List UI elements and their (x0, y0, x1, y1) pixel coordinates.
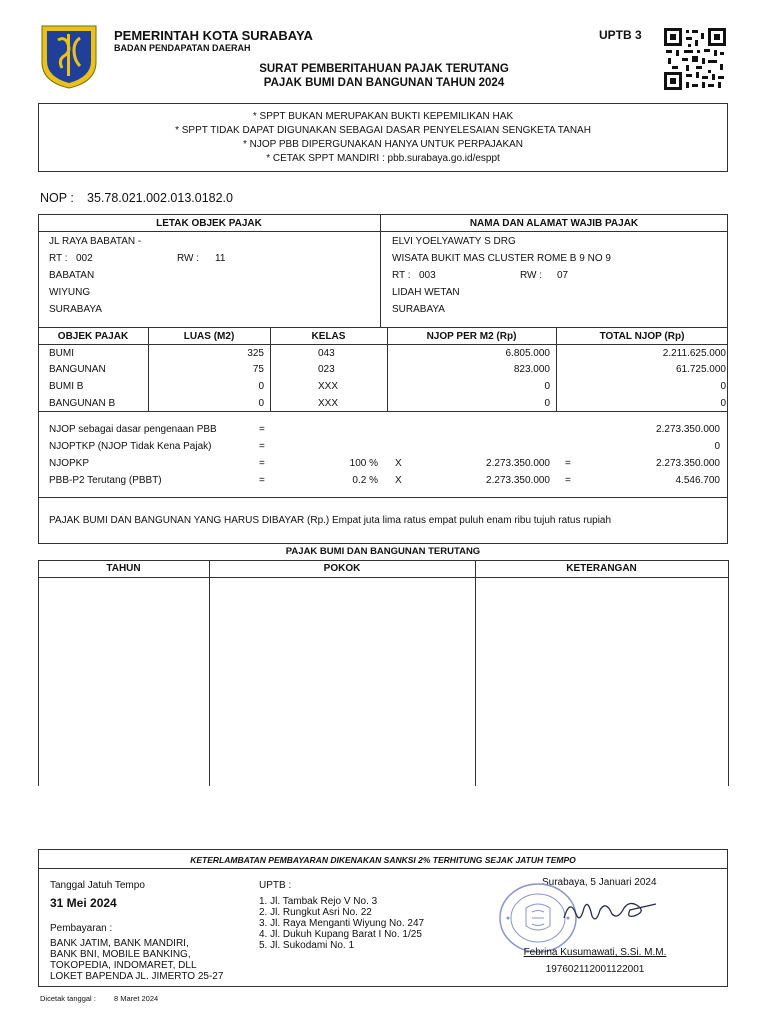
table-cell: 0 (544, 381, 550, 392)
place-date: Surabaya, 5 Januari 2024 (542, 877, 657, 888)
object-street: JL RAYA BABATAN - (49, 236, 142, 247)
uptb-list-label: UPTB : (259, 880, 292, 891)
njopkp-eq: = (259, 458, 265, 469)
njoptkp-label: NJOPTKP (NJOP Tidak Kena Pajak) (49, 441, 212, 452)
table-cell: 0 (258, 381, 264, 392)
table-cell: BUMI B (49, 381, 84, 392)
pay-line: TOKOPEDIA, INDOMARET, DLL (50, 960, 197, 971)
pay-label: Pembayaran : (50, 923, 113, 934)
table-cell: BANGUNAN (49, 364, 106, 375)
taxpayer-district: LIDAH WETAN (392, 287, 460, 298)
taxpayer-city: SURABAYA (392, 304, 445, 315)
table-cell: 0 (720, 398, 726, 409)
signer-nip: 197602112001122001 (545, 964, 645, 975)
uptb-label: UPTB 3 (599, 28, 642, 42)
nop-label: NOP : (40, 191, 74, 205)
table-cell: 6.805.000 (505, 348, 550, 359)
taxpayer-rw-label: RW : (520, 270, 543, 281)
njopkp-pct: 100 % (349, 458, 378, 469)
table-cell: 043 (318, 348, 335, 359)
uptb-line: 1. Jl. Tambak Rejo V No. 3 (259, 896, 378, 907)
njop-label: NJOP sebagai dasar pengenaan PBB (49, 424, 217, 435)
notice-line: * CETAK SPPT MANDIRI : pbb.surabaya.go.id/esppt (266, 153, 500, 164)
table-cell: 2.211.625.000 (662, 348, 726, 359)
col-total-njop: TOTAL NJOP (Rp) (599, 331, 685, 342)
pbb-eq2: = (565, 475, 571, 486)
uptb-line: 4. Jl. Dukuh Kupang Barat I No. 1/25 (259, 929, 422, 940)
njoptkp-eq: = (259, 441, 265, 452)
pbb-label: PBB-P2 Terutang (PBBT) (49, 475, 162, 486)
doc-title-1: SURAT PEMBERITAHUAN PAJAK TERUTANG (259, 63, 509, 75)
due-label: Tanggal Jatuh Tempo (50, 880, 145, 891)
main-box (38, 214, 728, 544)
njopkp-eq2: = (565, 458, 571, 469)
njop-eq: = (259, 424, 265, 435)
taxpayer-rw: 07 (557, 270, 569, 281)
table-cell: BANGUNAN B (49, 398, 116, 409)
njoptkp-value: 0 (714, 441, 720, 452)
taxpayer-rt-label: RT : (392, 270, 411, 281)
object-rt-label: RT : (49, 253, 68, 264)
table-cell: 325 (247, 348, 264, 359)
object-city: SURABAYA (49, 304, 102, 315)
col-kelas: KELAS (311, 331, 346, 342)
col-objek: OBJEK PAJAK (57, 331, 129, 342)
object-village: BABATAN (49, 270, 95, 281)
nop-value: 35.78.021.002.013.0182.0 (87, 191, 233, 205)
notice-line: * SPPT TIDAK DAPAT DIGUNAKAN SEBAGAI DASAR PENYELESAIAN SENGKETA TANAH (175, 125, 591, 136)
object-rw-label: RW : (177, 253, 200, 264)
table-cell: XXX (318, 381, 339, 392)
doc-title-2: PAJAK BUMI DAN BANGUNAN TAHUN 2024 (263, 77, 505, 89)
object-rw: 11 (215, 253, 226, 264)
object-district: WIYUNG (49, 287, 91, 298)
notice-box (38, 103, 728, 172)
taxpayer-header: NAMA DAN ALAMAT WAJIB PAJAK (469, 218, 639, 229)
njop-value: 2.273.350.000 (656, 424, 720, 435)
pbb-value: 4.546.700 (675, 475, 720, 486)
pbb-eq: = (259, 475, 265, 486)
table-cell: BUMI (49, 348, 74, 359)
col-keterangan: KETERANGAN (566, 563, 637, 574)
printed-label: Dicetak tanggal : (40, 994, 96, 1003)
table-cell: 0 (544, 398, 550, 409)
njopkp-base: 2.273.350.000 (486, 458, 550, 469)
pbb-base: 2.273.350.000 (486, 475, 550, 486)
pbb-x: X (395, 475, 402, 486)
njopkp-label: NJOPKP (49, 458, 90, 469)
city-name: PEMERINTAH KOTA SURABAYA (114, 28, 313, 43)
col-pokok: POKOK (323, 563, 361, 574)
taxpayer-address: WISATA BUKIT MAS CLUSTER ROME B 9 NO 9 (392, 253, 611, 264)
table-cell: XXX (318, 398, 339, 409)
table-cell: 0 (258, 398, 264, 409)
sanction-note: KETERLAMBATAN PEMBAYARAN DIKENAKAN SANKSI 2% TERHITUNG SEJAK JATUH TEMPO (190, 855, 576, 865)
uptb-line: 3. Jl. Raya Menganti Wiyung No. 247 (259, 918, 425, 929)
taxpayer-name: ELVI YOELYAWATY S DRG (392, 236, 516, 247)
terutang-title: PAJAK BUMI DAN BANGUNAN TERUTANG (285, 546, 481, 557)
object-header: LETAK OBJEK PAJAK (156, 218, 262, 229)
amount-in-words: PAJAK BUMI DAN BANGUNAN YANG HARUS DIBAYAR (Rp.) Empat juta lima ratus empat puluh enam ribu tujuh ratus rupiah (49, 515, 612, 526)
signer-name: Febrina Kusumawati, S.Si. M.M. (523, 947, 667, 958)
qr-code (664, 28, 726, 90)
col-tahun: TAHUN (106, 563, 141, 574)
col-luas: LUAS (M2) (183, 331, 235, 342)
pay-line: LOKET BAPENDA JL. JIMERTO 25-27 (50, 971, 224, 982)
njopkp-x: X (395, 458, 402, 469)
agency-name: BADAN PENDAPATAN DAERAH (114, 43, 251, 53)
table-cell: 023 (318, 364, 335, 375)
table-cell: 75 (252, 364, 264, 375)
notice-line: * NJOP PBB DIPERGUNAKAN HANYA UNTUK PERPAJAKAN (242, 139, 524, 150)
pbb-pct: 0.2 % (352, 475, 378, 486)
table-cell: 823.000 (513, 364, 550, 375)
printed-date: 8 Maret 2024 (114, 994, 159, 1003)
city-logo (38, 22, 100, 90)
taxpayer-rt: 003 (419, 270, 436, 281)
table-cell: 0 (720, 381, 726, 392)
signature (560, 890, 660, 930)
pay-line: BANK BNI, MOBILE BANKING, (50, 949, 191, 960)
object-rt: 002 (76, 253, 93, 264)
col-njop-m2: NJOP PER M2 (Rp) (426, 331, 517, 342)
pay-line: BANK JATIM, BANK MANDIRI, (50, 938, 189, 949)
table-cell: 61.725.000 (675, 364, 726, 375)
uptb-line: 2. Jl. Rungkut Asri No. 22 (259, 907, 372, 918)
njopkp-value: 2.273.350.000 (656, 458, 720, 469)
uptb-line: 5. Jl. Sukodami No. 1 (259, 940, 355, 951)
notice-line: * SPPT BUKAN MERUPAKAN BUKTI KEPEMILIKAN HAK (252, 111, 514, 122)
due-date: 31 Mei 2024 (50, 896, 117, 910)
